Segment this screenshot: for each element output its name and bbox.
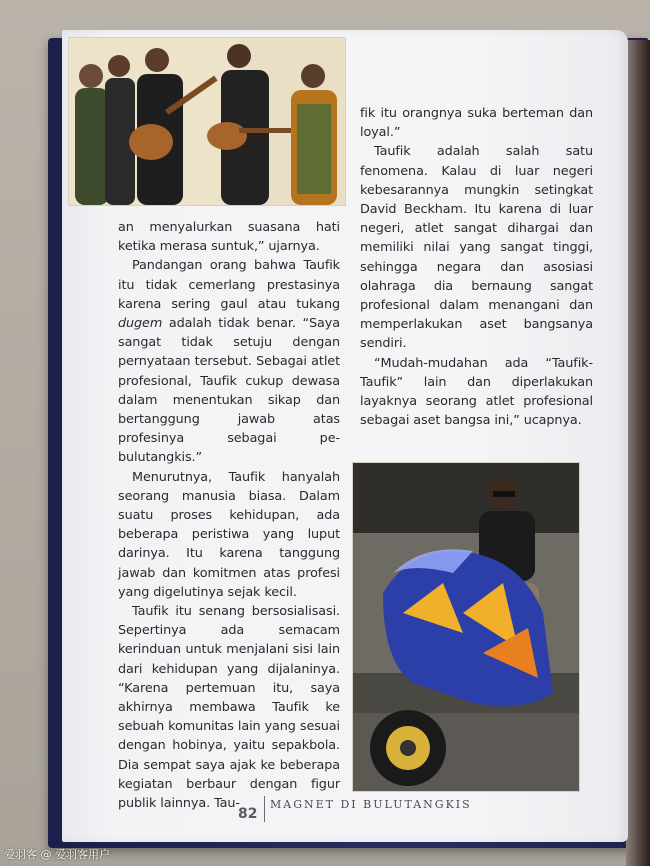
motorcycle-photo: [352, 462, 580, 792]
watermark: 爱羽客 @ 爱羽客用户: [4, 848, 110, 861]
paragraph-text: adalah tidak benar. “Saya sangat tidak setuju dengan pernyataan tersebut. Sebagai atlet profesional, Taufik cukup dewasa dalam menentukan sikap dan bertanggung jawab atas profesinya sebagai pe-bulutangkis.”: [118, 316, 340, 466]
footer-divider: [264, 796, 265, 822]
paragraph: fik itu orangnya suka berteman dan loyal.”: [360, 106, 593, 141]
page-edge: [626, 40, 650, 866]
group-photo-illustration: [69, 38, 345, 205]
group-photo: [68, 37, 346, 206]
paragraph: Taufik adalah salah satu fenomena. Kalau di luar negeri kebesarannya mungkin setingkat David Beckham. Itu karena di luar negeri, atlet sangat dihargai dan memiliki nilai yang sangat tinggi, sehingga negara dan asosiasi olahraga dia bernaung sangat profesional dalam menangani dan memperlakukan aset bangsanya sendiri.: [360, 144, 593, 352]
motorcycle-photo-illustration: [353, 463, 579, 791]
page-number: 82: [238, 806, 258, 822]
paragraph: [118, 256, 340, 467]
paragraph: Menurutnya, Taufik hanyalah seorang manusia biasa. Dalam suatu proses kehidupan, ada beberapa peristiwa yang luput darinya. Itu karena tanggung jawab dan komitmen atas profesi yang digelutinya sejak kecil.: [118, 469, 340, 600]
running-title: MAGNET DI BULUTANGKIS: [270, 798, 472, 811]
italic-word: dugem: [118, 316, 163, 332]
left-text-column: [118, 218, 340, 813]
paragraph: an menyalurkan suasana hati ketika merasa suntuk,” ujarnya.: [118, 220, 340, 255]
paragraph: “Mudah-mudahan ada “Taufik-Taufik” lain dan diperlakukan layaknya seorang atlet profesional sebagai aset bangsa ini,” ucapnya.: [360, 355, 593, 429]
paragraph-text: Pandangan orang bahwa Taufik itu tidak cemerlang prestasinya karena sering gaul atau tukang: [118, 258, 340, 312]
right-text-column: [360, 104, 593, 430]
paragraph: Taufik itu senang bersosialisasi. Sepertinya ada semacam kerinduan untuk menjalani sisi lain dari kehidupan yang dijalaninya. “Karena pertemuan itu, saya akhirnya membawa Taufik ke sebuah komunitas lain yang sesuai dengan hobinya, yaitu sepakbola. Dia sempat saya ajak ke beberapa kegiatan berbaur dengan figur publik lainnya. Tau-: [118, 604, 340, 812]
